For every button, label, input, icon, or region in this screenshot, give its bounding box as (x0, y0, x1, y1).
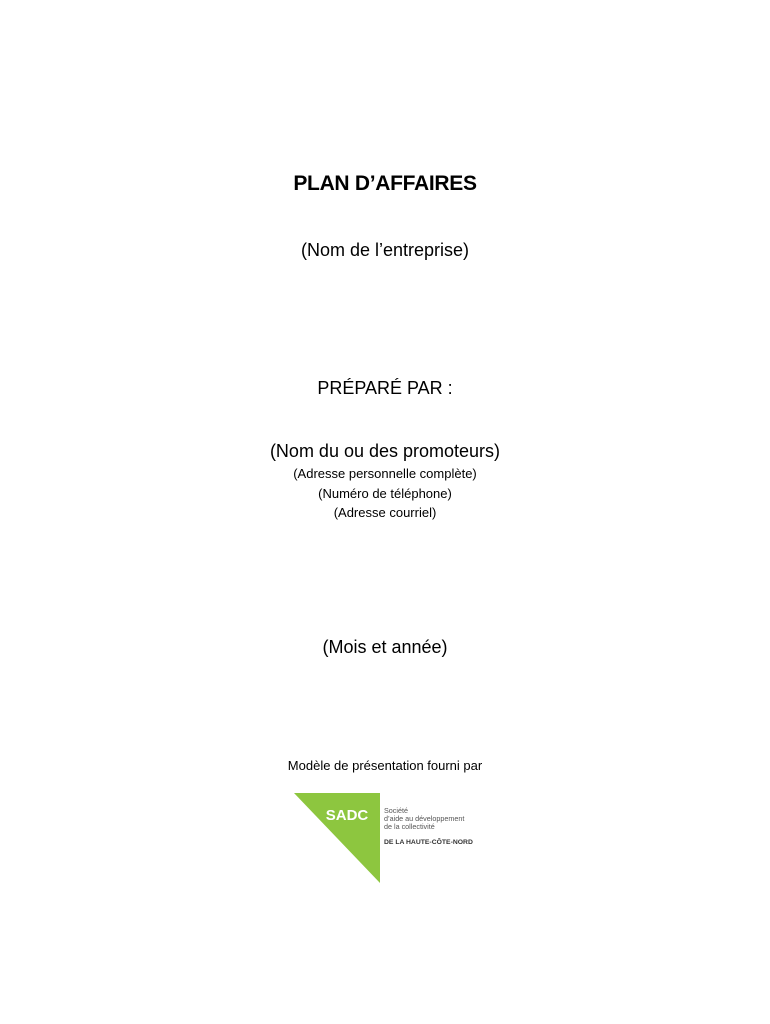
logo-text-line2: d’aide au développement (384, 814, 465, 823)
sadc-logo (294, 793, 494, 885)
logo-text-line1: Société (384, 806, 408, 815)
logo-acronym: SADC (325, 807, 369, 824)
phone-placeholder: (Numéro de téléphone) (318, 486, 452, 501)
prepared-by-label: PRÉPARÉ PAR : (317, 378, 453, 398)
promoters-name-placeholder: (Nom du ou des promoteurs) (269, 441, 501, 461)
provided-by-text: Modèle de présentation fourni par (287, 758, 483, 773)
document-title: PLAN D’AFFAIRES (293, 172, 477, 195)
address-placeholder: (Adresse personnelle complète) (293, 466, 477, 481)
date-placeholder: (Mois et année) (322, 637, 448, 657)
email-placeholder: (Adresse courriel) (333, 505, 437, 520)
company-name-placeholder: (Nom de l’entreprise) (300, 240, 470, 260)
logo-text-line3: de la collectivité (384, 822, 435, 831)
logo-text-line4: DE LA HAUTE-CÔTE-NORD (384, 839, 473, 846)
